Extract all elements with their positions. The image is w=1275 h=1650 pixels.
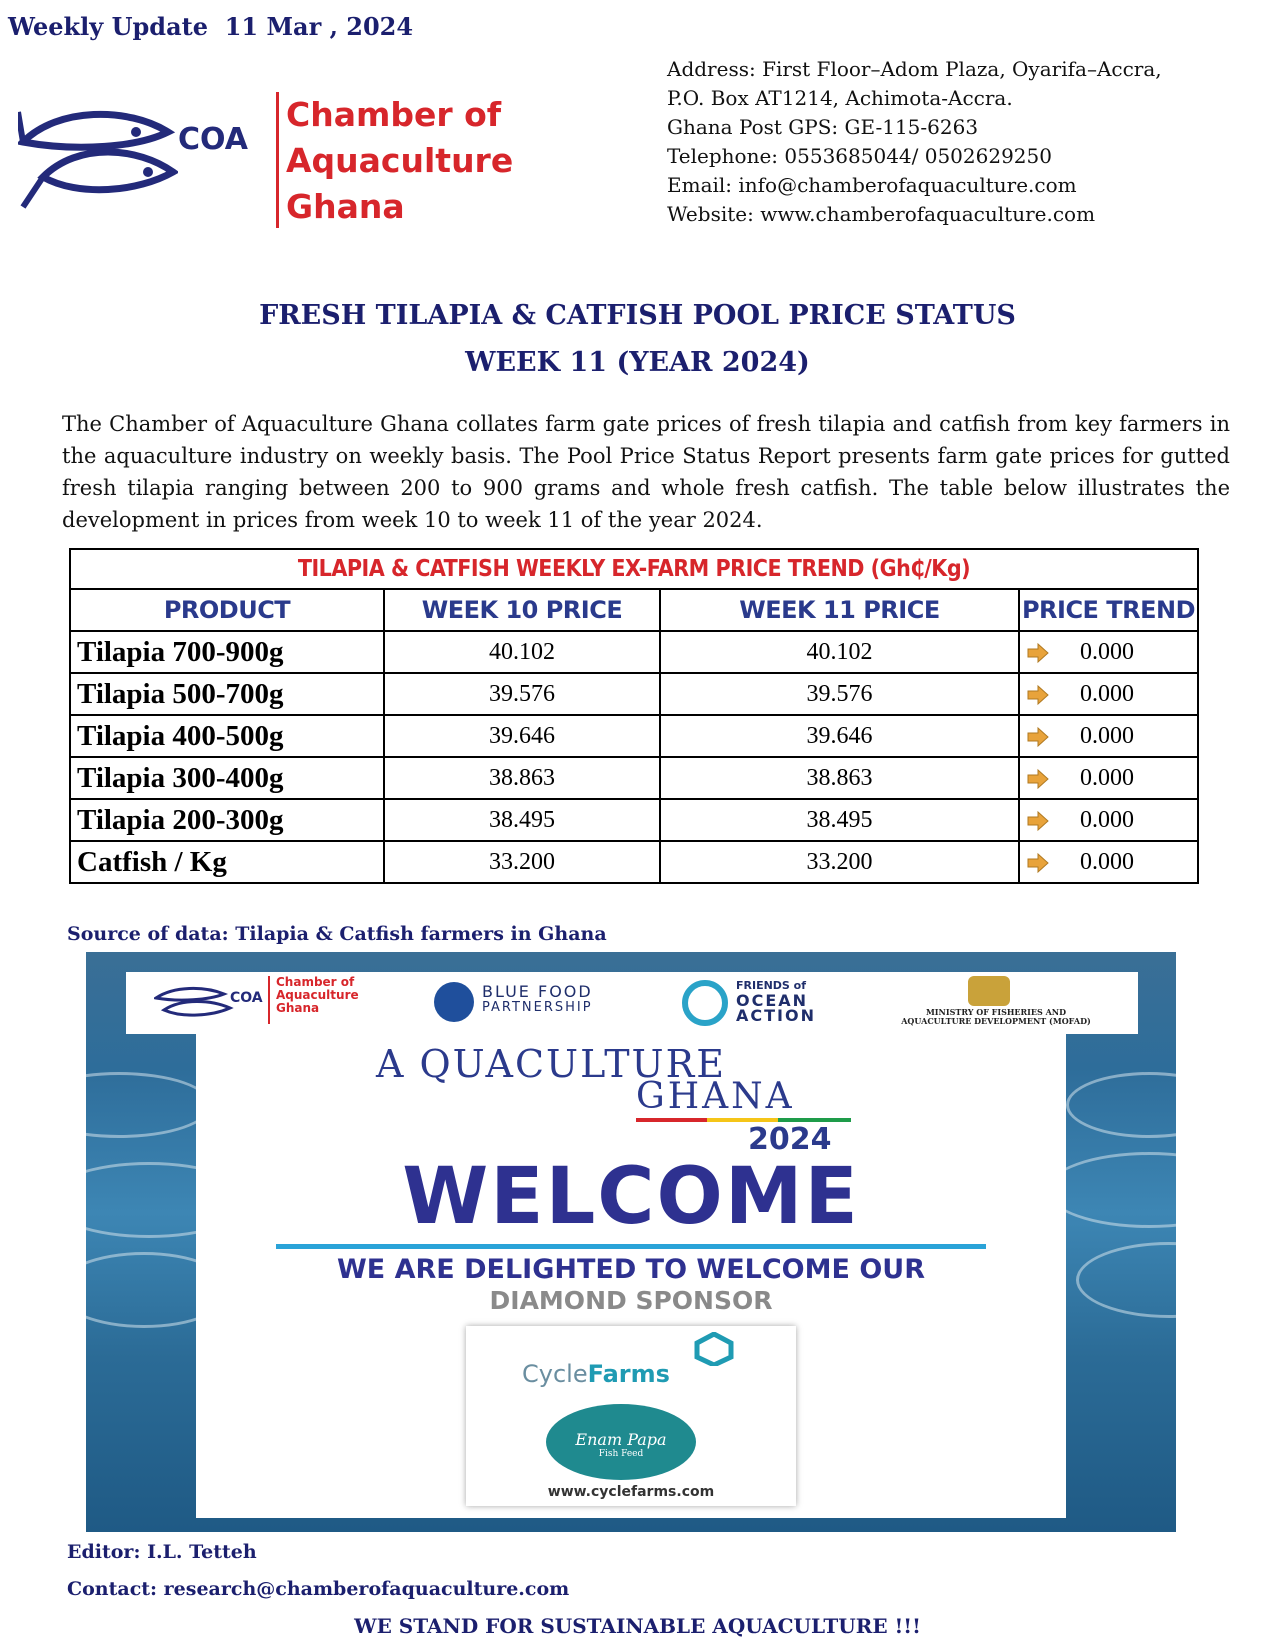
trend-cell <box>1019 715 1198 757</box>
product-cell: Tilapia 400-500g <box>70 715 384 757</box>
sponsor-url: www.cyclefarms.com <box>547 1484 715 1500</box>
ocean-action-ring-icon <box>682 980 728 1026</box>
logo-name: Chamber of Aquaculture Ghana <box>286 95 514 226</box>
trend-value: 0.000 <box>1080 723 1134 749</box>
table-row <box>70 715 1198 757</box>
intro-paragraph: The Chamber of Aquaculture Ghana collates farm gate prices of fresh tilapia and catfish from key farmers in the aquaculture industry on weekly basis. The Pool Price Status Report presents farm gate prices for gutted fresh tilapia ranging between 200 to 900 grams and whole fresh catfish. The table below illustrates the development in prices from week 10 to week 11 of the year 2024. <box>62 412 1230 532</box>
table-caption: TILAPIA & CATFISH WEEKLY EX-FARM PRICE TREND (Gh₵/Kg) <box>70 549 1198 589</box>
trend-cell <box>1019 841 1198 883</box>
header-trend: PRICE TREND <box>1019 589 1198 631</box>
week11-price-cell: 39.576 <box>660 673 1019 715</box>
week11-price-cell: 38.495 <box>660 799 1019 841</box>
contact-address-block <box>667 55 1162 229</box>
week11-price-cell: 38.863 <box>660 757 1019 799</box>
fish-logo-icon <box>18 102 178 212</box>
partner-logo-strip <box>126 972 1138 1034</box>
week10-price-cell: 33.200 <box>384 841 660 883</box>
price-table <box>69 548 1199 884</box>
blue-food-partnership: BLUE FOOD PARTNERSHIP <box>482 982 593 1015</box>
trend-cell <box>1019 673 1198 715</box>
week11-price-cell: 40.102 <box>660 631 1019 673</box>
trend-value: 0.000 <box>1080 849 1134 875</box>
trend-cell <box>1019 799 1198 841</box>
blue-food-icon <box>434 982 474 1022</box>
ministry-name: MINISTRY OF FISHERIES AND AQUACULTURE DEVELOPMENT (MOFAD) <box>901 1007 1091 1026</box>
gps-line: Ghana Post GPS: GE-115-6263 <box>667 115 979 139</box>
strip-divider <box>268 976 270 1024</box>
delighted-text: WE ARE DELIGHTED TO WELCOME OUR <box>336 1254 926 1285</box>
header-week11: WEEK 11 PRICE <box>660 589 1019 631</box>
data-source: Source of data: Tilapia & Catfish farmers in Ghana <box>67 923 607 945</box>
trend-value: 0.000 <box>1080 807 1134 833</box>
welcome-underline <box>276 1244 986 1249</box>
fish-cage <box>1066 1072 1176 1138</box>
coa-logo <box>18 88 514 238</box>
trend-value: 0.000 <box>1080 639 1134 665</box>
week10-price-cell: 40.102 <box>384 631 660 673</box>
product-cell: Tilapia 700-900g <box>70 631 384 673</box>
week10-price-cell: 39.576 <box>384 673 660 715</box>
friends-ocean-action: FRIENDS of OCEAN ACTION <box>736 979 816 1025</box>
week11-price-cell: 39.646 <box>660 715 1019 757</box>
product-cell: Tilapia 300-400g <box>70 757 384 799</box>
event-banner <box>86 952 1176 1532</box>
welcome-heading: WELCOME <box>402 1152 860 1242</box>
ghana-coat-of-arms-icon <box>968 976 1010 1006</box>
product-cell: Catfish / Kg <box>70 841 384 883</box>
weekly-update-date: Weekly Update 11 Mar , 2024 <box>8 12 414 41</box>
cyclefarms-wordmark: CycleFarms <box>522 1360 670 1388</box>
week10-price-cell: 39.646 <box>384 715 660 757</box>
header-week10: WEEK 10 PRICE <box>384 589 660 631</box>
website-line: Website: www.chamberofaquaculture.com <box>667 202 1096 226</box>
product-cell: Tilapia 200-300g <box>70 799 384 841</box>
aquaculture-wordmark: A QUACULTURE <box>376 1042 726 1086</box>
strip-coa-abbrev: COA <box>230 990 263 1006</box>
cyclefarms-hex-icon <box>694 1332 734 1366</box>
welcome-card <box>196 1034 1066 1518</box>
telephone-line: Telephone: 0553685044/ 0502629250 <box>667 144 1052 168</box>
arrow-right-icon <box>1026 768 1050 790</box>
arrow-right-icon <box>1026 684 1050 706</box>
strip-coa-name: Chamber of Aquaculture Ghana <box>276 975 359 1015</box>
report-title: FRESH TILAPIA & CATFISH POOL PRICE STATUS <box>259 300 1016 331</box>
enam-papa-logo: Enam Papa Fish Feed <box>546 1404 696 1480</box>
fish-cage <box>86 1072 212 1138</box>
ghana-wordmark: GHANA <box>636 1076 795 1117</box>
week11-price-cell: 33.200 <box>660 841 1019 883</box>
event-year: 2024 <box>748 1122 832 1157</box>
product-cell: Tilapia 500-700g <box>70 673 384 715</box>
logo-divider <box>276 92 279 228</box>
trend-cell <box>1019 631 1198 673</box>
sponsor-logo-box <box>466 1326 796 1506</box>
editor-line: Editor: I.L. Tetteh <box>67 1541 257 1563</box>
trend-value: 0.000 <box>1080 765 1134 791</box>
address-line: Address: First Floor–Adom Plaza, Oyarifa–Accra, <box>667 57 1162 81</box>
header-product: PRODUCT <box>70 589 384 631</box>
table-row <box>70 673 1198 715</box>
email-line: Email: info@chamberofaquaculture.com <box>667 173 1077 197</box>
trend-value: 0.000 <box>1080 681 1134 707</box>
table-row <box>70 631 1198 673</box>
arrow-right-icon <box>1026 642 1050 664</box>
report-subtitle: WEEK 11 (YEAR 2024) <box>465 347 810 378</box>
motto: WE STAND FOR SUSTAINABLE AQUACULTURE !!! <box>354 1614 921 1638</box>
table-row <box>70 799 1198 841</box>
trend-cell <box>1019 757 1198 799</box>
po-box-line: P.O. Box AT1214, Achimota-Accra. <box>667 86 1013 110</box>
arrow-right-icon <box>1026 810 1050 832</box>
week10-price-cell: 38.863 <box>384 757 660 799</box>
arrow-right-icon <box>1026 852 1050 874</box>
diamond-sponsor-text: DIAMOND SPONSOR <box>489 1286 773 1315</box>
arrow-right-icon <box>1026 726 1050 748</box>
contact-line: Contact: research@chamberofaquaculture.com <box>67 1578 570 1600</box>
fish-cage <box>1076 1242 1176 1318</box>
table-row <box>70 757 1198 799</box>
logo-abbrev: COA <box>178 122 248 157</box>
table-row <box>70 841 1198 883</box>
week10-price-cell: 38.495 <box>384 799 660 841</box>
